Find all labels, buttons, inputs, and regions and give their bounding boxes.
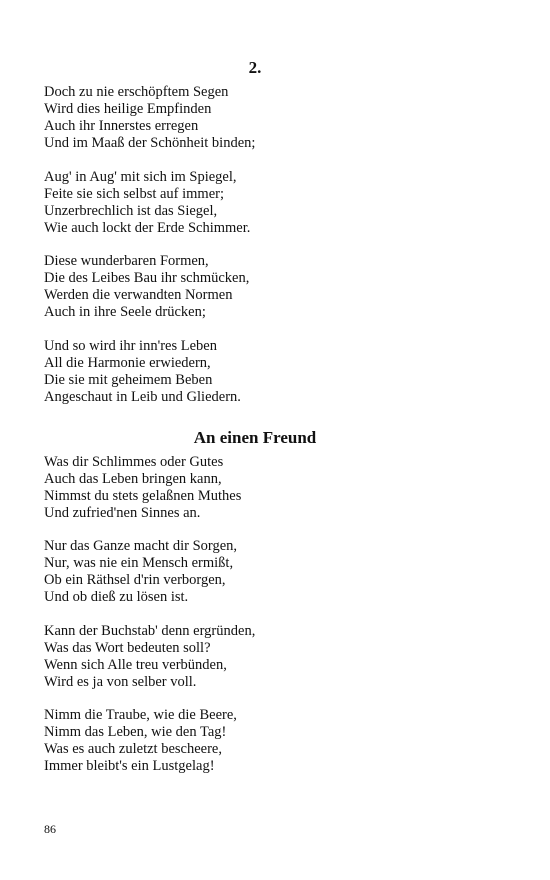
section-number: 2.	[248, 58, 262, 77]
verse-line: Was dir Schlimmes oder Gutes	[44, 453, 224, 470]
section-poem	[44, 84, 464, 406]
verse-line: Auch in ihre Seele drücken;	[44, 304, 206, 320]
page-number: 86	[44, 822, 56, 836]
stanza	[44, 84, 464, 152]
verse-line: Nimmst du stets gelaßnen Muthes	[44, 487, 242, 504]
verse-line: Feite sie sich selbst auf immer;	[44, 185, 225, 202]
verse-line: Unzerbrechlich ist das Siegel,	[44, 202, 218, 219]
verse-line: Auch das Leben bringen kann,	[44, 470, 222, 487]
stanza	[44, 538, 464, 606]
verse-line: Nur, was nie ein Mensch ermißt,	[44, 555, 234, 571]
verse-line: Die des Leibes Bau ihr schmücken,	[44, 270, 250, 286]
verse-line: Diese wunderbaren Formen,	[44, 253, 209, 269]
verse-line: Wird es ja von selber voll.	[44, 673, 197, 690]
verse-line: Auch ihr Innerstes erregen	[44, 118, 199, 134]
verse-line: Wie auch lockt der Erde Schimmer.	[44, 219, 251, 236]
verse-line: Was es auch zuletzt bescheere,	[44, 741, 222, 757]
verse-line: Die sie mit geheimem Beben	[44, 371, 213, 388]
verse-line: Was das Wort bedeuten soll?	[44, 639, 211, 656]
poem-body	[44, 454, 464, 776]
poem-title: An einen Freund	[193, 427, 317, 447]
verse-line: Und im Maaß der Schönheit binden;	[44, 135, 256, 151]
stanza	[44, 454, 464, 522]
verse-line: Nimm die Traube, wie die Beere,	[44, 707, 237, 723]
verse-line: Nur das Ganze macht dir Sorgen,	[44, 538, 238, 554]
stanza	[44, 707, 464, 775]
verse-line: Kann der Buchstab' denn ergründen,	[44, 622, 256, 639]
verse-line: Wenn sich Alle treu verbünden,	[44, 656, 227, 673]
verse-line: Nimm das Leben, wie den Tag!	[44, 724, 227, 740]
verse-line: Angeschaut in Leib und Gliedern.	[44, 388, 241, 405]
verse-line: Und zufried'nen Sinnes an.	[44, 504, 201, 521]
verse-line: Wird dies heilige Empfinden	[44, 101, 212, 117]
verse-line: Doch zu nie erschöpftem Segen	[44, 84, 229, 100]
page-body	[44, 56, 464, 775]
verse-line: Werden die verwandten Normen	[44, 287, 233, 303]
verse-line: Und ob dieß zu lösen ist.	[44, 589, 189, 605]
stanza	[44, 253, 464, 321]
verse-line: Immer bleibt's ein Lustgelag!	[44, 758, 215, 774]
stanza	[44, 623, 464, 691]
verse-line: Und so wird ihr inn'res Leben	[44, 337, 217, 354]
verse-line: All die Harmonie erwiedern,	[44, 354, 211, 371]
verse-line: Aug' in Aug' mit sich im Spiegel,	[44, 168, 237, 185]
stanza	[44, 338, 464, 406]
stanza	[44, 169, 464, 237]
verse-line: Ob ein Räthsel d'rin verborgen,	[44, 572, 226, 588]
